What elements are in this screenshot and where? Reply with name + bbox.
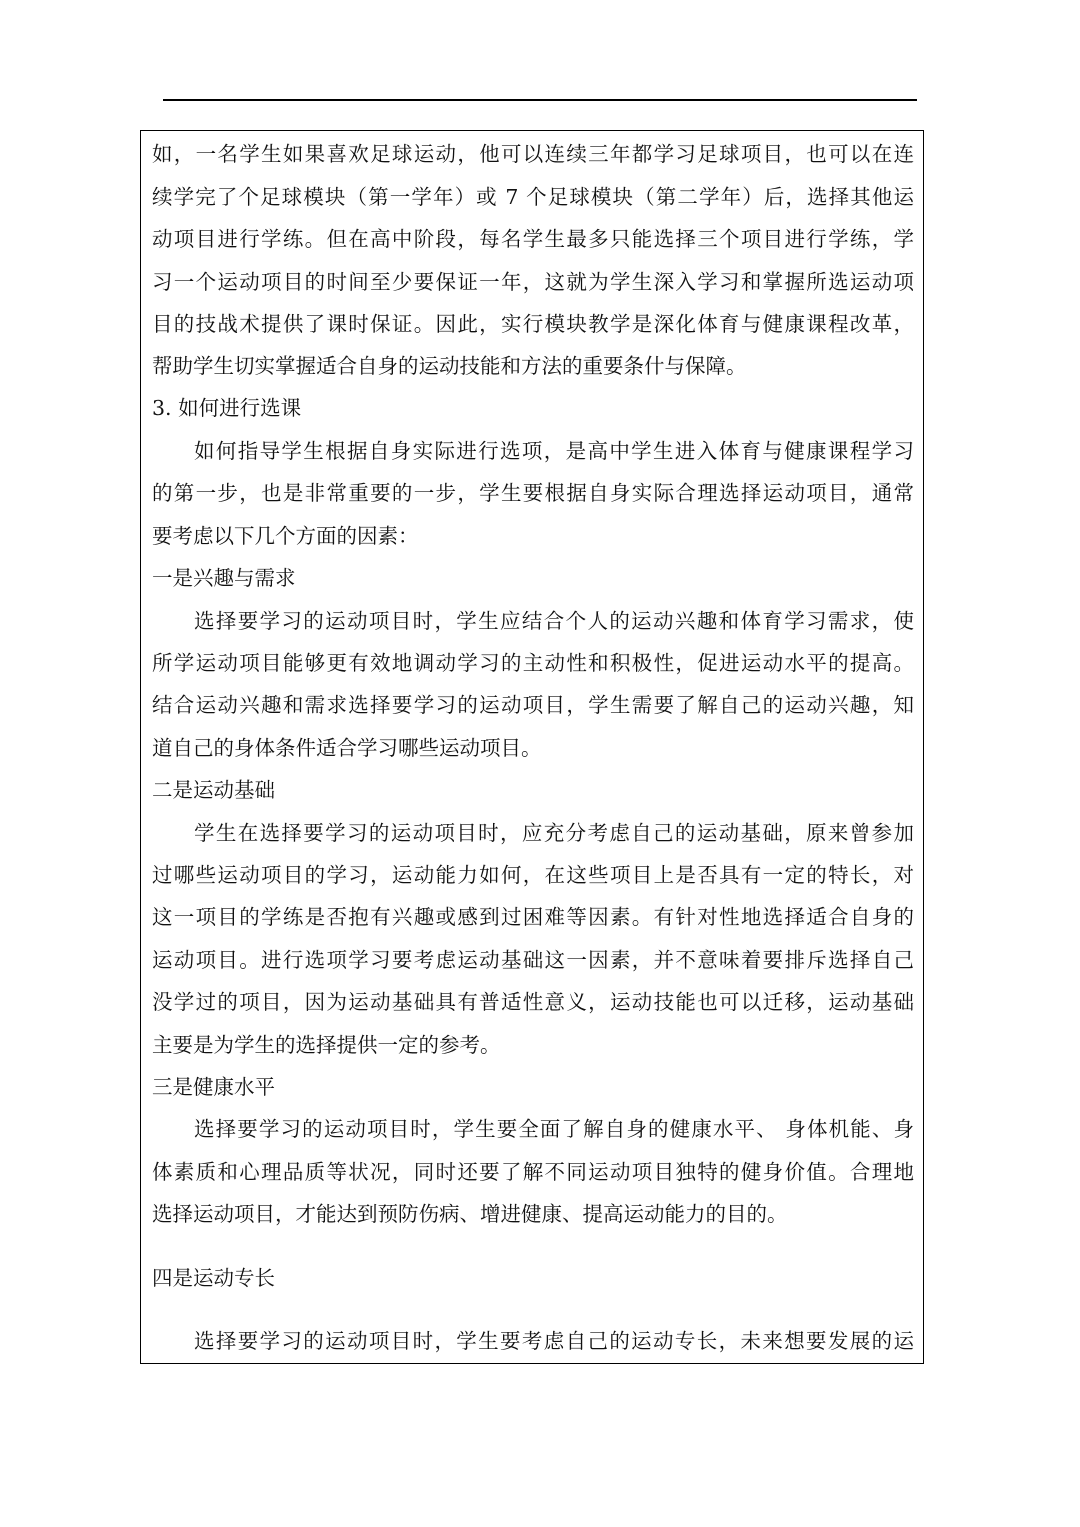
subheading: 四是运动专长: [152, 1266, 275, 1290]
text-line: 选择要学习的运动项目时，学生要全面了解自身的健康水平、 身体机能、身: [194, 1117, 914, 1141]
subheading: 一是兴趣与需求: [152, 566, 296, 590]
text-line: 主要是为学生的选择提供一定的参考。: [152, 1033, 501, 1057]
text-line: 的第一步，也是非常重要的一步，学生要根据自身实际合理选择运动项目，通常: [152, 481, 914, 505]
text-line: 习一个运动项目的时间至少要保证一年，这就为学生深入学习和掌握所选运动项: [152, 270, 914, 294]
subheading: 二是运动基础: [152, 778, 275, 802]
text-line: 要考虑以下几个方面的因素：: [152, 524, 419, 548]
text-line: 学生在选择要学习的运动项目时，应充分考虑自己的运动基础，原来曾参加: [194, 821, 914, 845]
text-line: 运动项目。进行选项学习要考虑运动基础这一因素，并不意味着要排斥选择自己: [152, 948, 914, 972]
text-line: 选择运动项目，才能达到预防伤病、增进健康、提高运动能力的目的。: [152, 1202, 788, 1226]
text-line: 过哪些运动项目的学习，运动能力如何，在这些项目上是否具有一定的特长，对: [152, 863, 914, 887]
text-line: 动项目进行学练。但在高中阶段，每名学生最多只能选择三个项目进行学练，学: [152, 227, 914, 251]
text-line: 续学完了个足球模块（第一学年）或 7 个足球模块（第二学年）后，选择其他运: [152, 185, 914, 209]
content-box: [140, 130, 924, 1364]
text-line: 帮助学生切实掌握适合自身的运动技能和方法的重要条什与保障。: [152, 354, 747, 378]
subheading: 三是健康水平: [152, 1075, 275, 1099]
text-line: 目的技战术提供了课时保证。因此，实行模块教学是深化体育与健康课程改革，: [152, 312, 914, 336]
header-rule: [163, 99, 917, 101]
text-line: 这一项目的学练是否抱有兴趣或感到过困难等因素。有针对性地选择适合自身的: [152, 905, 914, 929]
text-line: 选择要学习的运动项目时，学生应结合个人的运动兴趣和体育学习需求，使: [194, 609, 914, 633]
text-line: 所学运动项目能够更有效地调动学习的主动性和积极性，促进运动水平的提高。: [152, 651, 914, 675]
section-heading: 3. 如何进行选课: [152, 396, 302, 420]
text-line: 结合运动兴趣和需求选择要学习的运动项目，学生需要了解自己的运动兴趣，知: [152, 693, 914, 717]
text-line: 选择要学习的运动项目时，学生要考虑自己的运动专长，未来想要发展的运: [194, 1329, 914, 1353]
text-line: 没学过的项目，因为运动基础具有普适性意义，运动技能也可以迁移，运动基础: [152, 990, 914, 1014]
text-line: 如，一名学生如果喜欢足球运动，他可以连续三年都学习足球项目，也可以在连: [152, 142, 914, 166]
text-line: 如何指导学生根据自身实际进行选项，是高中学生进入体育与健康课程学习: [194, 439, 914, 463]
text-line: 道自己的身体条件适合学习哪些运动项目。: [152, 736, 542, 760]
text-line: 体素质和心理品质等状况，同时还要了解不同运动项目独特的健身价值。合理地: [152, 1160, 914, 1184]
